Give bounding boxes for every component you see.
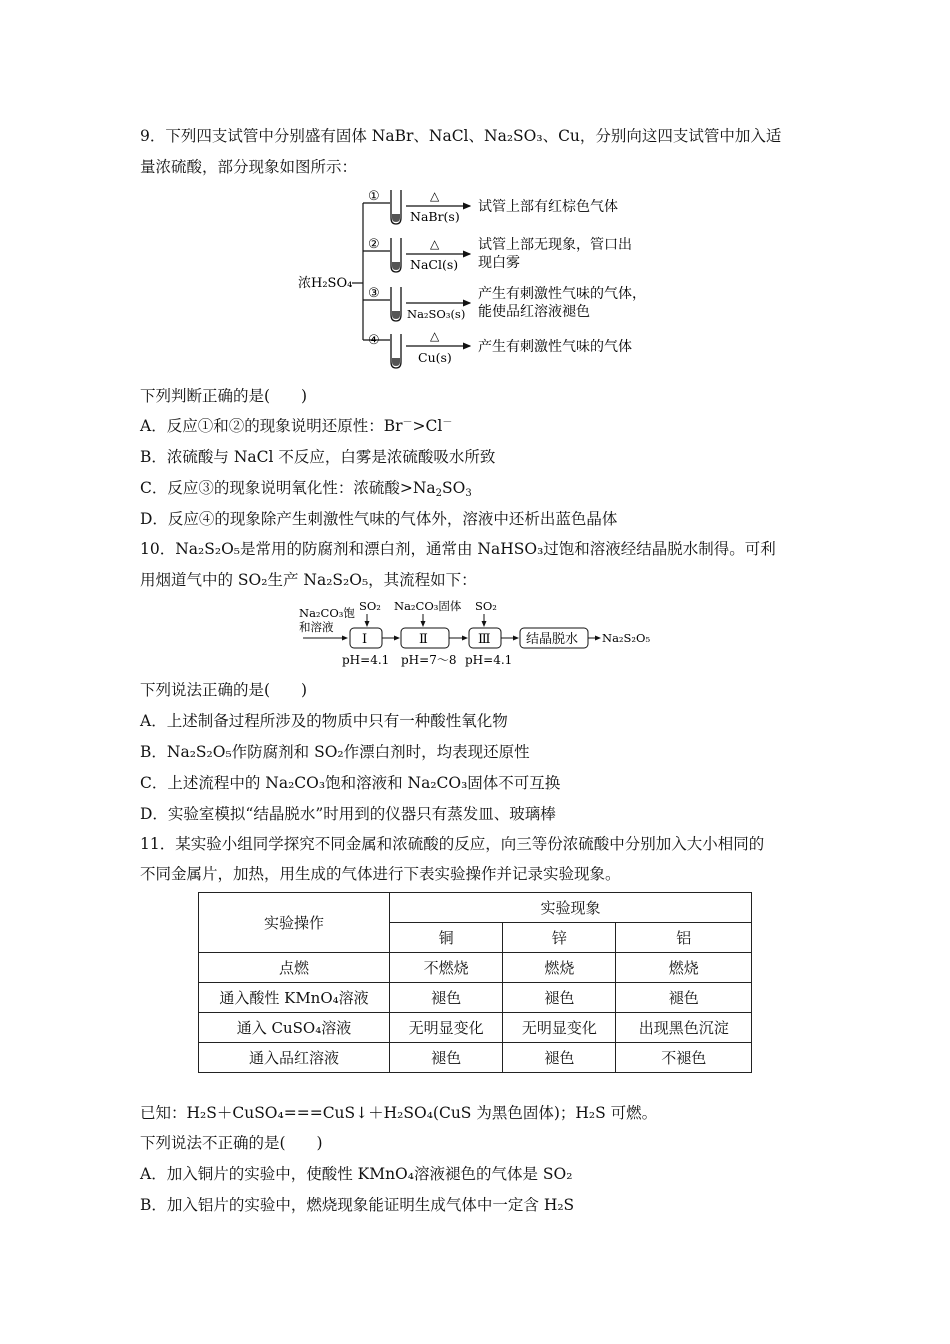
heat-symbol: △ <box>430 189 440 203</box>
q11-stem: 下列说法不正确的是( ) <box>140 1134 323 1152</box>
table-row: 点燃 不燃烧 燃烧 燃烧 <box>199 953 752 983</box>
q10-line1: 10．Na₂S₂O₅是常用的防腐剂和漂白剂，通常由 NaHSO₃过饱和溶液经结晶脱水制得。可利 <box>140 540 776 558</box>
test-tube-icon <box>391 238 401 272</box>
q9-line1: 9．下列四支试管中分别盛有固体 NaBr、NaCl、Na₂SO₃、Cu，分别向这四支试管中加入适 <box>140 127 782 145</box>
q11-line1: 11．某实验小组同学探究不同金属和浓硫酸的反应，向三等份浓硫酸中分别加入大小相同的 <box>140 835 765 853</box>
q11-known: 已知：H₂S＋CuSO₄===CuS↓＋H₂SO₄(CuS 为黑色固体)；H₂S 可燃。 <box>140 1104 658 1122</box>
q11-line2: 不同金属片，加热，用生成的气体进行下表实验操作并记录实验现象。 <box>140 865 621 883</box>
heat-symbol: △ <box>430 237 440 251</box>
tube-number: ① <box>368 189 380 204</box>
flow-product: Na₂S₂O₅ <box>602 631 651 645</box>
heat-symbol: △ <box>430 329 440 343</box>
tube-number: ④ <box>368 333 380 348</box>
result-line1: 试管上部有红棕色气体 <box>478 199 618 215</box>
q9-option-b: B．浓硫酸与 NaCl 不反应，白雾是浓硫酸吸水所致 <box>140 448 496 466</box>
svg-text:Ⅱ: Ⅱ <box>419 632 428 647</box>
metal-cu: 铜 <box>390 923 503 953</box>
result-line1: 产生有刺激性气味的气体， <box>478 286 646 302</box>
flow-input-3: SO₂ <box>475 599 497 613</box>
solid-label: Na₂SO₃(s) <box>407 307 466 321</box>
flow-ph-3: pH=4.1 <box>465 653 513 667</box>
result-line1: 产生有刺激性气味的气体 <box>478 339 632 355</box>
table-header-row <box>199 893 752 923</box>
op-header: 实验操作 <box>199 893 390 953</box>
flow-input-2: Na₂CO₃固体 <box>394 599 462 613</box>
metal-zn: 锌 <box>503 923 616 953</box>
solid-label: NaBr(s) <box>410 209 460 224</box>
q11-option-a: A．加入铜片的实验中，使酸性 KMnO₄溶液褪色的气体是 SO₂ <box>140 1165 573 1183</box>
q10-option-d: D．实验室模拟“结晶脱水”时用到的仪器只有蒸发皿、玻璃棒 <box>140 805 556 823</box>
result-line2: 能使品红溶液褪色 <box>478 304 590 320</box>
test-tube-icon <box>391 334 401 368</box>
tube-row-3 <box>363 285 646 321</box>
tube-row-4 <box>363 329 632 368</box>
experiment-table <box>198 892 752 1073</box>
q10-option-a: A．上述制备过程所涉及的物质中只有一种酸性氧化物 <box>140 712 508 730</box>
q10-stem: 下列说法正确的是( ) <box>140 681 308 699</box>
q10-flowchart <box>295 596 665 670</box>
q11-option-b: B．加入铝片的实验中，燃烧现象能证明生成气体中一定含 H₂S <box>140 1196 575 1214</box>
metal-al: 铝 <box>616 923 752 953</box>
test-tube-icon <box>391 287 401 321</box>
table-row: 通入 CuSO₄溶液 无明显变化 无明显变化 出现黑色沉淀 <box>199 1013 752 1043</box>
test-tube-icon <box>391 190 401 224</box>
solid-label: NaCl(s) <box>410 257 459 272</box>
flow-ph-2: pH=7～8 <box>401 653 457 667</box>
result-line1: 试管上部无现象，管口出 <box>478 237 632 253</box>
q10-option-c: C．上述流程中的 Na₂CO₃饱和溶液和 Na₂CO₃固体不可互换 <box>140 774 561 792</box>
svg-text:结晶脱水: 结晶脱水 <box>526 632 579 647</box>
flow-start-line2: 和溶液 <box>299 620 334 634</box>
result-line2: 现白雾 <box>478 255 520 271</box>
obs-header: 实验现象 <box>390 893 752 923</box>
flow-input-1: SO₂ <box>359 599 381 613</box>
q9-line2: 量浓硫酸，部分现象如图所示： <box>140 158 358 176</box>
tube-number: ② <box>368 237 380 252</box>
tube-number: ③ <box>368 286 380 301</box>
flow-start-line1: Na₂CO₃饱 <box>299 606 355 620</box>
tube-row-2 <box>363 237 632 272</box>
table-row: 通入酸性 KMnO₄溶液 褪色 褪色 褪色 <box>199 983 752 1013</box>
solid-label: Cu(s) <box>418 350 452 365</box>
q9-option-d: D．反应④的现象除产生刺激性气味的气体外，溶液中还析出蓝色晶体 <box>140 510 618 528</box>
svg-text:Ⅰ: Ⅰ <box>362 632 368 647</box>
q9-stem: 下列判断正确的是( ) <box>140 387 308 405</box>
q9-diagram <box>290 184 670 380</box>
svg-text:Ⅲ: Ⅲ <box>478 632 491 647</box>
table-row: 通入品红溶液 褪色 褪色 不褪色 <box>199 1043 752 1073</box>
tube-row-1 <box>363 189 618 224</box>
flow-ph-1: pH=4.1 <box>342 653 390 667</box>
reagent-label: 浓H₂SO₄ <box>298 276 353 291</box>
q9-option-c: C．反应③的现象说明氧化性：浓硫酸$>Na_2SO_3$ <box>140 479 472 499</box>
q9-option-a: A．反应①和②的现象说明还原性：Br－>Cl－ <box>140 417 453 435</box>
q10-line2: 用烟道气中的 SO₂生产 Na₂S₂O₅，其流程如下： <box>140 571 477 589</box>
q10-option-b: B．Na₂S₂O₅作防腐剂和 SO₂作漂白剂时，均表现还原性 <box>140 743 530 761</box>
